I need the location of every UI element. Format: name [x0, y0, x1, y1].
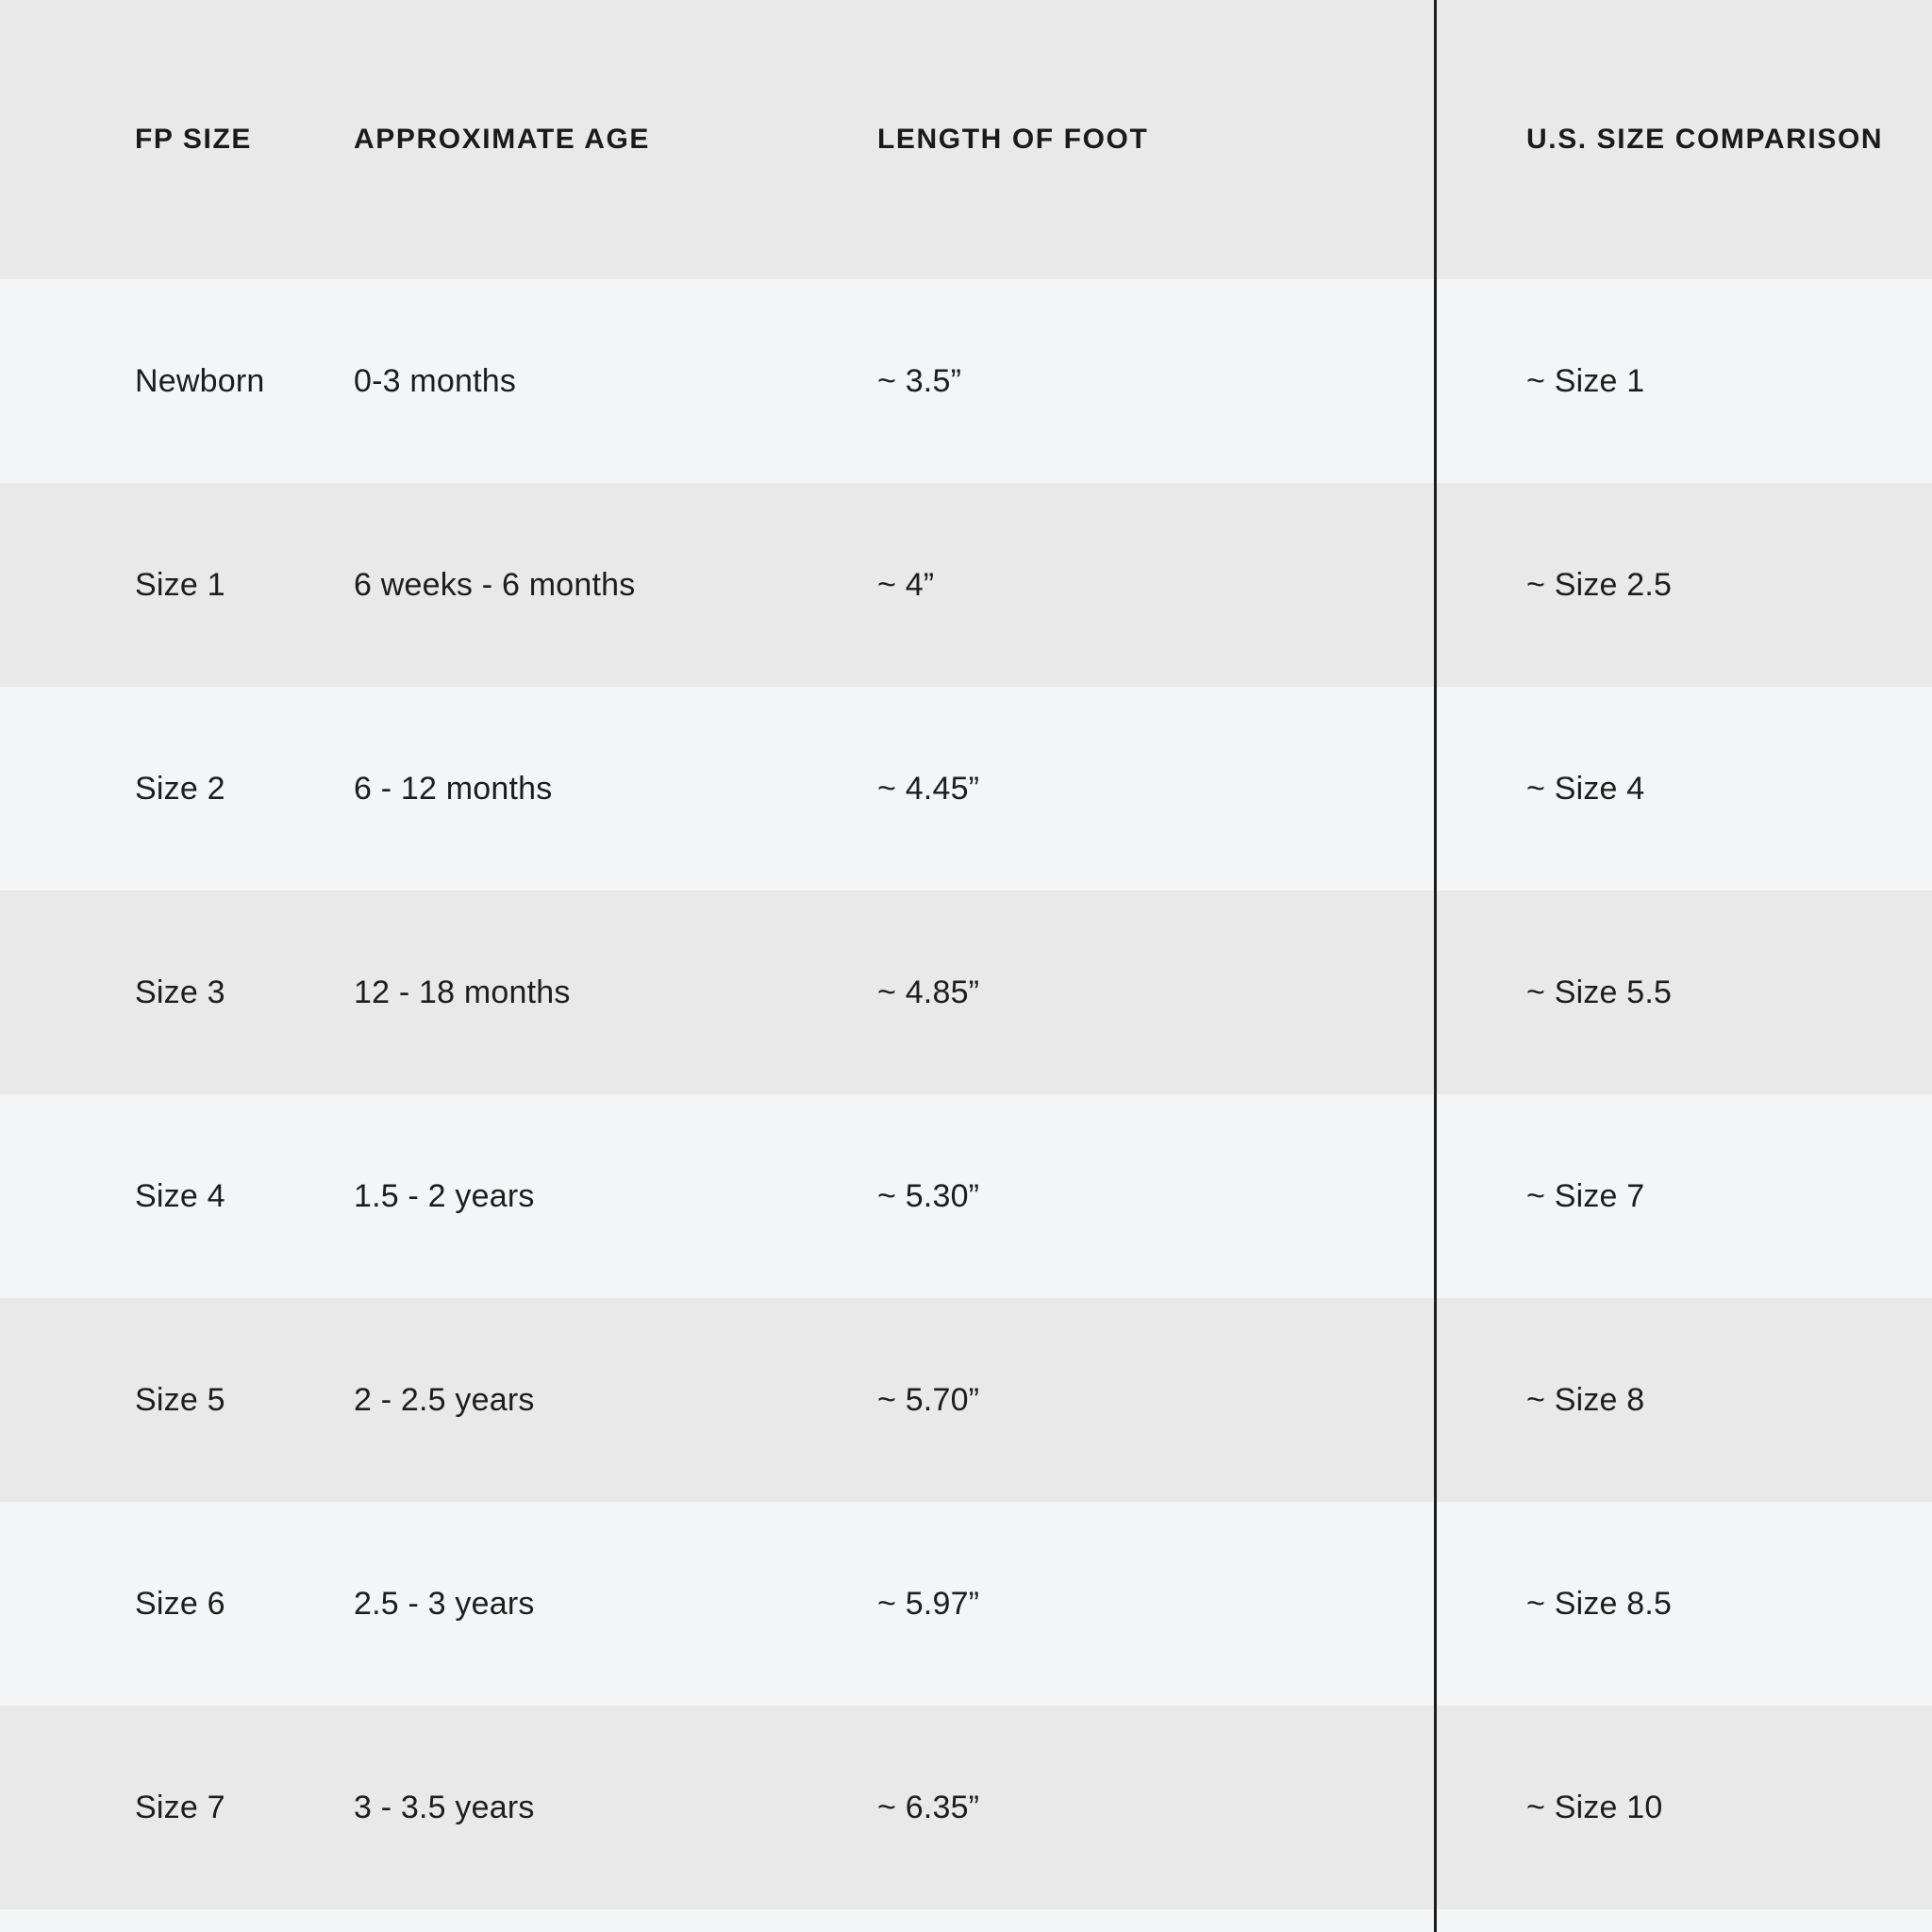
cell-approximate-age: 2.5 - 3 years: [354, 1585, 535, 1622]
cell-length-of-foot: ~ 3.5”: [877, 362, 962, 399]
table-header-row: [0, 0, 1932, 279]
table-body: [0, 279, 1932, 1909]
column-header-us-size-comparison: U.S. SIZE COMPARISON: [1526, 124, 1884, 156]
cell-fp-size: Size 5: [135, 1381, 225, 1418]
table-row: [0, 891, 1932, 1094]
cell-fp-size: Size 3: [135, 974, 225, 1010]
cell-fp-size: Newborn: [135, 362, 265, 399]
cell-us-size-comparison: ~ Size 2.5: [1526, 566, 1673, 603]
cell-us-size-comparison: ~ Size 4: [1526, 770, 1645, 807]
table-row: [0, 687, 1932, 891]
cell-us-size-comparison: ~ Size 8: [1526, 1381, 1645, 1418]
column-header-fp-size: FP SIZE: [135, 124, 253, 156]
cell-length-of-foot: ~ 4.85”: [877, 974, 980, 1010]
cell-length-of-foot: ~ 4.45”: [877, 770, 980, 807]
table-row: [0, 1298, 1932, 1502]
cell-fp-size: Size 7: [135, 1789, 225, 1825]
cell-fp-size: Size 2: [135, 770, 225, 807]
cell-approximate-age: 3 - 3.5 years: [354, 1789, 535, 1825]
cell-fp-size: Size 1: [135, 566, 225, 603]
cell-length-of-foot: ~ 5.70”: [877, 1381, 980, 1418]
cell-approximate-age: 12 - 18 months: [354, 974, 571, 1010]
cell-approximate-age: 6 - 12 months: [354, 770, 553, 807]
cell-us-size-comparison: ~ Size 5.5: [1526, 974, 1673, 1010]
cell-length-of-foot: ~ 4”: [877, 566, 935, 603]
table-row: [0, 279, 1932, 483]
column-header-approximate-age: APPROXIMATE AGE: [354, 124, 651, 156]
cell-us-size-comparison: ~ Size 10: [1526, 1789, 1663, 1825]
column-header-length-of-foot: LENGTH OF FOOT: [877, 124, 1149, 156]
cell-length-of-foot: ~ 6.35”: [877, 1789, 980, 1825]
cell-fp-size: Size 4: [135, 1177, 225, 1214]
cell-approximate-age: 0-3 months: [354, 362, 517, 399]
cell-approximate-age: 2 - 2.5 years: [354, 1381, 535, 1418]
table-row: [0, 1706, 1932, 1909]
cell-length-of-foot: ~ 5.30”: [877, 1177, 980, 1214]
table-row: [0, 1094, 1932, 1298]
cell-fp-size: Size 6: [135, 1585, 225, 1622]
table-row: [0, 1502, 1932, 1706]
table-row: [0, 483, 1932, 687]
column-divider: [1434, 0, 1437, 1932]
cell-us-size-comparison: ~ Size 8.5: [1526, 1585, 1673, 1622]
cell-approximate-age: 1.5 - 2 years: [354, 1177, 535, 1214]
cell-us-size-comparison: ~ Size 1: [1526, 362, 1645, 399]
table-header: [0, 0, 1932, 279]
cell-length-of-foot: ~ 5.97”: [877, 1585, 980, 1622]
cell-us-size-comparison: ~ Size 7: [1526, 1177, 1645, 1214]
cell-approximate-age: 6 weeks - 6 months: [354, 566, 636, 603]
